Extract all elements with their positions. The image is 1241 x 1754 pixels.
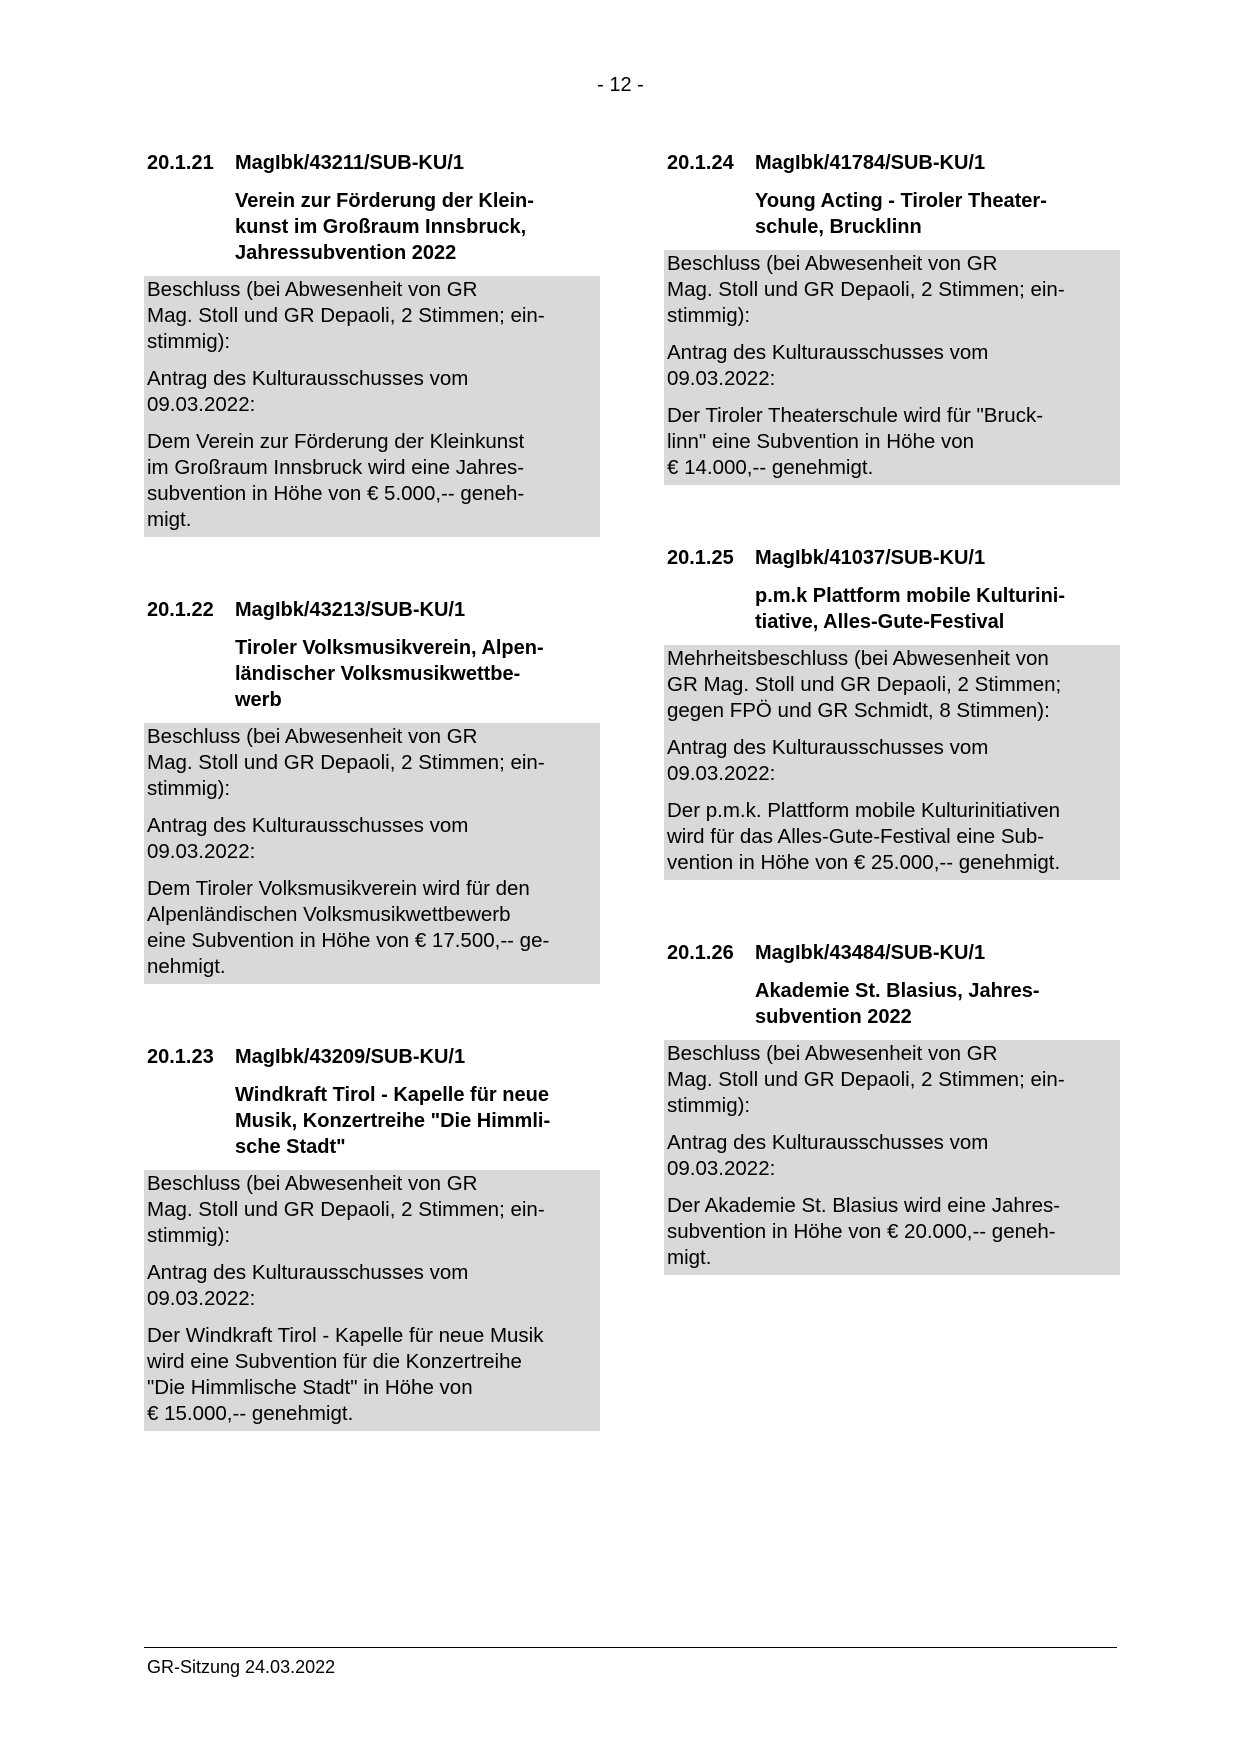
item-heading (144, 597, 600, 623)
decision-text: Mehrheitsbeschluss (bei Abwesenheit von GR Mag. Stoll und GR Depaoli, 2 Stimmen; gegen FPÖ und GR Schmidt, 8 Stimmen): (667, 647, 1062, 722)
resolution-text: Dem Tiroler Volksmusikverein wird für den Alpenländischen Volksmusikwettbewerb eine Subvention in Höhe von € 17.500,-- ge- nehmigt. (147, 877, 550, 978)
motion-text: Antrag des Kulturausschusses vom 09.03.2022: (667, 736, 989, 785)
item-reference: MagIbk/43213/SUB-KU/1 (235, 599, 466, 621)
item-title: p.m.k Plattform mobile Kulturini- tiative, Alles-Gute-Festival (755, 585, 1066, 633)
decision-text: Beschluss (bei Abwesenheit von GR Mag. Stoll und GR Depaoli, 2 Stimmen; ein- stimmig): (667, 252, 1065, 327)
item-heading (144, 150, 600, 176)
item-body (144, 276, 600, 537)
agenda-item (144, 597, 600, 984)
item-reference: MagIbk/43484/SUB-KU/1 (755, 942, 986, 964)
item-heading (664, 150, 1120, 176)
item-title: Verein zur Förderung der Klein- kunst im Großraum Innsbruck, Jahressubvention 2022 (235, 190, 534, 264)
item-body (664, 645, 1120, 880)
right-column (664, 150, 1120, 1335)
item-number: 20.1.22 (147, 599, 214, 621)
resolution-text: Der Akademie St. Blasius wird eine Jahres- subvention in Höhe von € 20.000,-- geneh- migt. (667, 1194, 1061, 1269)
item-heading (664, 545, 1120, 571)
item-body (664, 1040, 1120, 1275)
item-number: 20.1.21 (147, 152, 214, 174)
decision-text: Beschluss (bei Abwesenheit von GR Mag. Stoll und GR Depaoli, 2 Stimmen; ein- stimmig): (147, 278, 545, 353)
item-number: 20.1.24 (667, 152, 734, 174)
decision-text: Beschluss (bei Abwesenheit von GR Mag. Stoll und GR Depaoli, 2 Stimmen; ein- stimmig): (667, 1042, 1065, 1117)
item-reference: MagIbk/43211/SUB-KU/1 (235, 152, 464, 174)
agenda-item (144, 150, 600, 537)
item-heading (144, 1044, 600, 1070)
item-body (144, 723, 600, 984)
agenda-item (664, 940, 1120, 1275)
left-column (144, 150, 600, 1491)
resolution-text: Dem Verein zur Förderung der Kleinkunst im Großraum Innsbruck wird eine Jahres- subvention in Höhe von € 5.000,-- geneh- migt. (147, 430, 525, 531)
agenda-item (664, 150, 1120, 485)
resolution-text: Der Windkraft Tirol - Kapelle für neue Musik wird eine Subvention für die Konzertreihe "Die Himmlische Stadt" in Höhe von € 15.000,-- genehmigt. (147, 1324, 544, 1425)
motion-text: Antrag des Kulturausschusses vom 09.03.2022: (147, 367, 469, 416)
item-body (664, 250, 1120, 485)
item-title: Tiroler Volksmusikverein, Alpen- ländischer Volksmusikwettbe- werb (235, 637, 544, 711)
item-title: Young Acting - Tiroler Theater- schule, Brucklinn (755, 190, 1047, 238)
item-title: Windkraft Tirol - Kapelle für neue Musik, Konzertreihe "Die Himmli- sche Stadt" (235, 1084, 551, 1158)
motion-text: Antrag des Kulturausschusses vom 09.03.2022: (667, 1131, 989, 1180)
item-reference: MagIbk/41784/SUB-KU/1 (755, 152, 986, 174)
item-reference: MagIbk/41037/SUB-KU/1 (755, 547, 986, 569)
footer-divider (144, 1647, 1117, 1648)
item-number: 20.1.25 (667, 547, 734, 569)
motion-text: Antrag des Kulturausschusses vom 09.03.2022: (147, 1261, 469, 1310)
footer-text: GR-Sitzung 24.03.2022 (147, 1657, 336, 1677)
item-heading (664, 940, 1120, 966)
item-number: 20.1.23 (147, 1046, 214, 1068)
item-body (144, 1170, 600, 1431)
agenda-item (664, 545, 1120, 880)
item-title: Akademie St. Blasius, Jahres- subvention 2022 (755, 980, 1040, 1028)
decision-text: Beschluss (bei Abwesenheit von GR Mag. Stoll und GR Depaoli, 2 Stimmen; ein- stimmig): (147, 725, 545, 800)
item-number: 20.1.26 (667, 942, 734, 964)
resolution-text: Der p.m.k. Plattform mobile Kulturinitiativen wird für das Alles-Gute-Festival eine Sub- vention in Höhe von € 25.000,-- genehmigt. (667, 799, 1061, 874)
motion-text: Antrag des Kulturausschusses vom 09.03.2022: (147, 814, 469, 863)
agenda-item (144, 1044, 600, 1431)
page-number: - 12 - (597, 74, 644, 96)
motion-text: Antrag des Kulturausschusses vom 09.03.2022: (667, 341, 989, 390)
item-reference: MagIbk/43209/SUB-KU/1 (235, 1046, 466, 1068)
decision-text: Beschluss (bei Abwesenheit von GR Mag. Stoll und GR Depaoli, 2 Stimmen; ein- stimmig): (147, 1172, 545, 1247)
resolution-text: Der Tiroler Theaterschule wird für "Bruck- linn" eine Subvention in Höhe von € 14.000,-- genehmigt. (667, 404, 1044, 479)
